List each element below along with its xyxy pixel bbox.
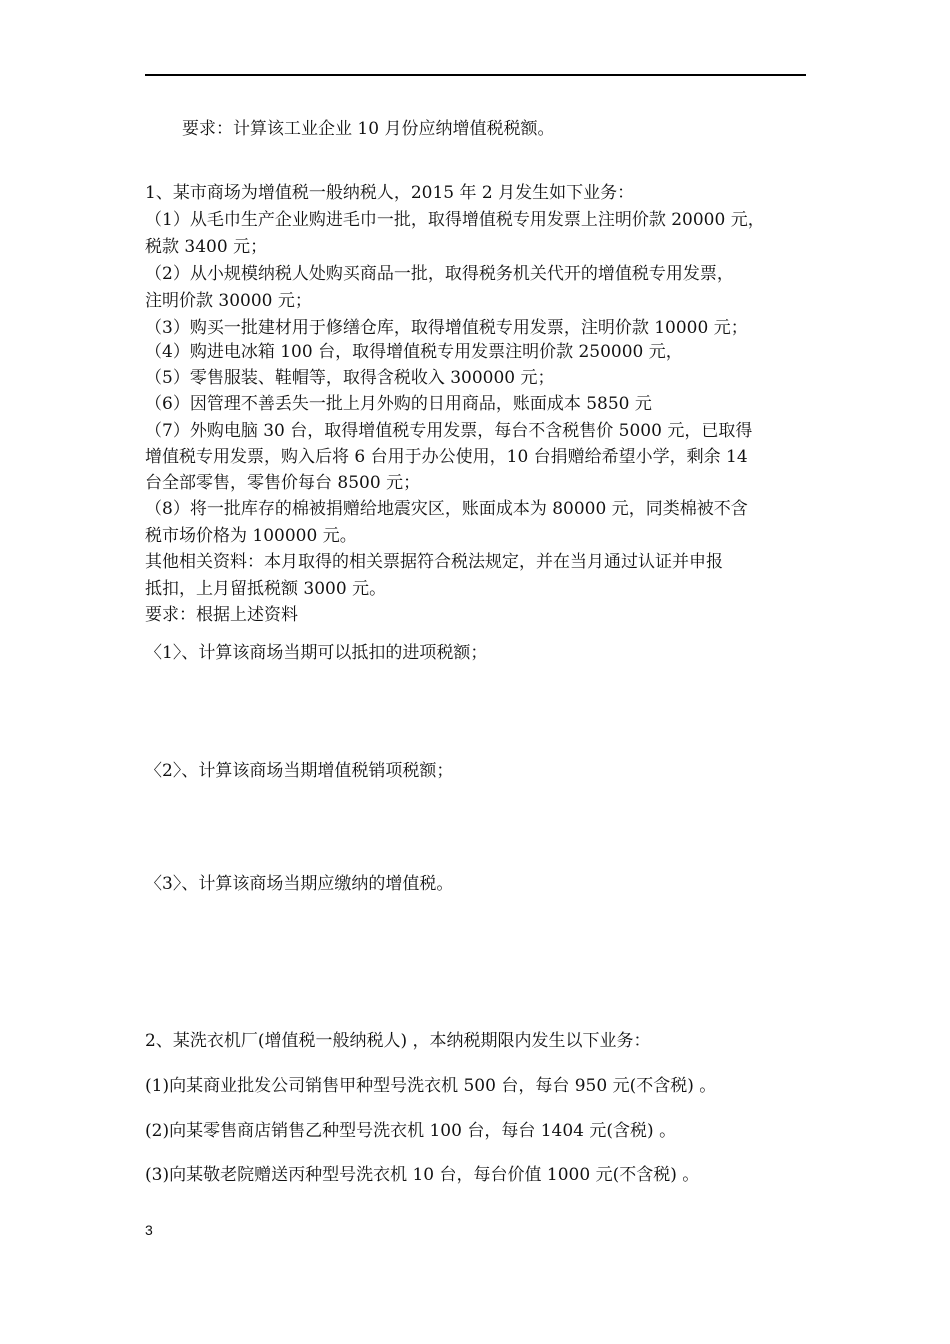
previous-requirement: 要求：计算该工业企业 10 月份应纳增值税税额。 — [182, 119, 555, 139]
question-1-line: （8）将一批库存的棉被捐赠给地震灾区，账面成本为 80000 元，同类棉被不含 — [145, 499, 748, 519]
header-rule — [145, 74, 806, 76]
question-1-requirement: 要求：根据上述资料 — [145, 605, 298, 625]
sub-question-3: 〈3〉、计算该商场当期应缴纳的增值税。 — [145, 874, 454, 894]
question-1-line: （7）外购电脑 30 台，取得增值税专用发票，每台不含税售价 5000 元，已取得 — [145, 421, 753, 441]
question-2-item: (2)向某零售商店销售乙种型号洗衣机 100 台，每台 1404 元(含税) 。 — [145, 1121, 677, 1141]
sub-question-2: 〈2〉、计算该商场当期增值税销项税额； — [145, 761, 454, 781]
question-1-line: （6）因管理不善丢失一批上月外购的日用商品，账面成本 5850 元 — [145, 394, 652, 414]
sub-question-1: 〈1〉、计算该商场当期可以抵扣的进项税额； — [145, 643, 488, 663]
question-1-line: 抵扣，上月留抵税额 3000 元。 — [145, 579, 387, 599]
question-1-line: 增值税专用发票，购入后将 6 台用于办公使用，10 台捐赠给希望小学，剩余 14 — [145, 447, 748, 467]
question-1-line: 注明价款 30000 元； — [145, 291, 312, 311]
question-2-item: (3)向某敬老院赠送丙种型号洗衣机 10 台，每台价值 1000 元(不含税) 。 — [145, 1165, 700, 1185]
question-1-intro: 1、某市商场为增值税一般纳税人，2015 年 2 月发生如下业务： — [145, 183, 635, 203]
question-1-line: （2）从小规模纳税人处购买商品一批，取得税务机关代开的增值税专用发票， — [145, 264, 734, 284]
question-1-line: （5）零售服装、鞋帽等，取得含税收入 300000 元； — [145, 368, 555, 388]
question-1-line: （3）购买一批建材用于修缮仓库，取得增值税专用发票，注明价款 10000 元； — [145, 318, 748, 338]
question-2-item: (1)向某商业批发公司销售甲种型号洗衣机 500 台，每台 950 元(不含税) 。 — [145, 1076, 717, 1096]
question-1-line: 其他相关资料：本月取得的相关票据符合税法规定，并在当月通过认证并申报 — [145, 552, 723, 572]
question-1-line: （1）从毛巾生产企业购进毛巾一批，取得增值税专用发票上注明价款 20000 元， — [145, 210, 765, 230]
question-1-line: （4）购进电冰箱 100 台，取得增值税专用发票注明价款 250000 元， — [145, 342, 683, 362]
question-1-line: 税市场价格为 100000 元。 — [145, 526, 357, 546]
page-number: 3 — [145, 1222, 153, 1238]
question-1-line: 台全部零售，零售价每台 8500 元； — [145, 473, 421, 493]
question-2-intro: 2、某洗衣机厂(增值税一般纳税人) ，本纳税期限内发生以下业务： — [145, 1031, 651, 1051]
question-1-line: 税款 3400 元； — [145, 237, 268, 257]
